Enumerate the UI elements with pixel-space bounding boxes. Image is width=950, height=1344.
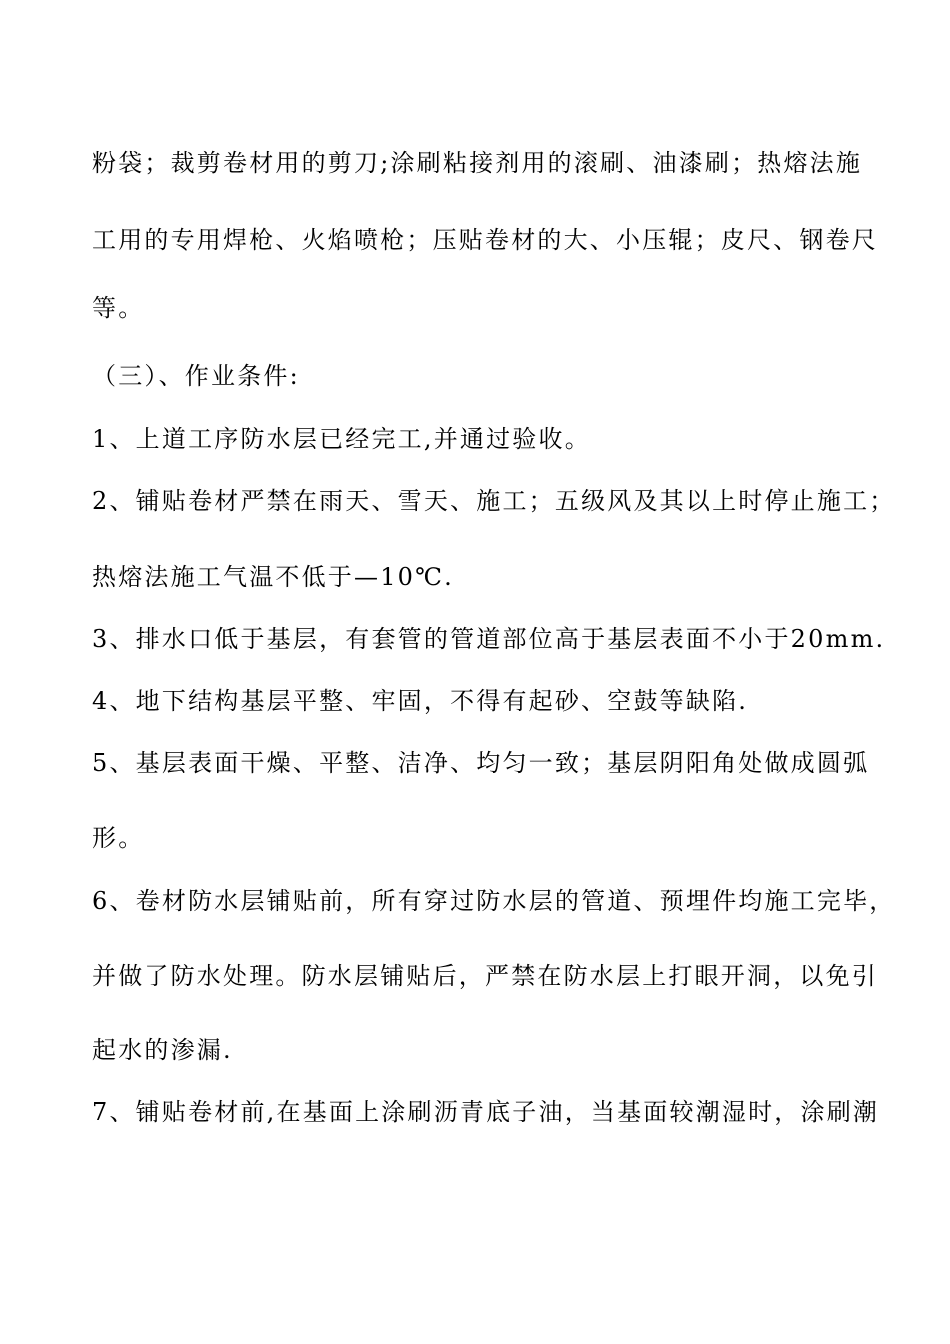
list-item-7: 7、铺贴卷材前,在基面上涂刷沥青底子油，当基面较潮湿时，涂刷潮 — [92, 1098, 880, 1126]
list-item-6-continued: 并做了防水处理。防水层铺贴后，严禁在防水层上打眼开洞，以免引 — [92, 962, 878, 990]
list-item-2-continued: 热熔法施工气温不低于—10℃. — [92, 563, 455, 591]
section-heading: （三）、作业条件: — [92, 362, 300, 390]
text-line-2: 工用的专用焊枪、火焰喷枪；压贴卷材的大、小压辊；皮尺、钢卷尺 — [92, 226, 878, 254]
list-item-4: 4、地下结构基层平整、牢固，不得有起砂、空鼓等缺陷. — [92, 687, 749, 715]
list-item-6: 6、卷材防水层铺贴前，所有穿过防水层的管道、预埋件均施工完毕， — [92, 887, 896, 915]
list-item-5: 5、基层表面干燥、平整、洁净、均匀一致；基层阴阳角处做成圆弧 — [92, 749, 870, 777]
list-item-5-continued: 形。 — [92, 824, 145, 852]
list-item-6-continued-2: 起水的渗漏. — [92, 1036, 233, 1064]
list-item-2: 2、铺贴卷材严禁在雨天、雪天、施工；五级风及其以上时停止施工； — [92, 487, 896, 515]
list-item-3: 3、排水口低于基层，有套管的管道部位高于基层表面不小于20mm. — [92, 625, 886, 653]
text-line-1: 粉袋；裁剪卷材用的剪刀;涂刷粘接剂用的滚刷、油漆刷；热熔法施 — [92, 149, 863, 177]
text-line-3: 等。 — [92, 294, 145, 322]
list-item-1: 1、上道工序防水层已经完工,并通过验收。 — [92, 425, 591, 453]
